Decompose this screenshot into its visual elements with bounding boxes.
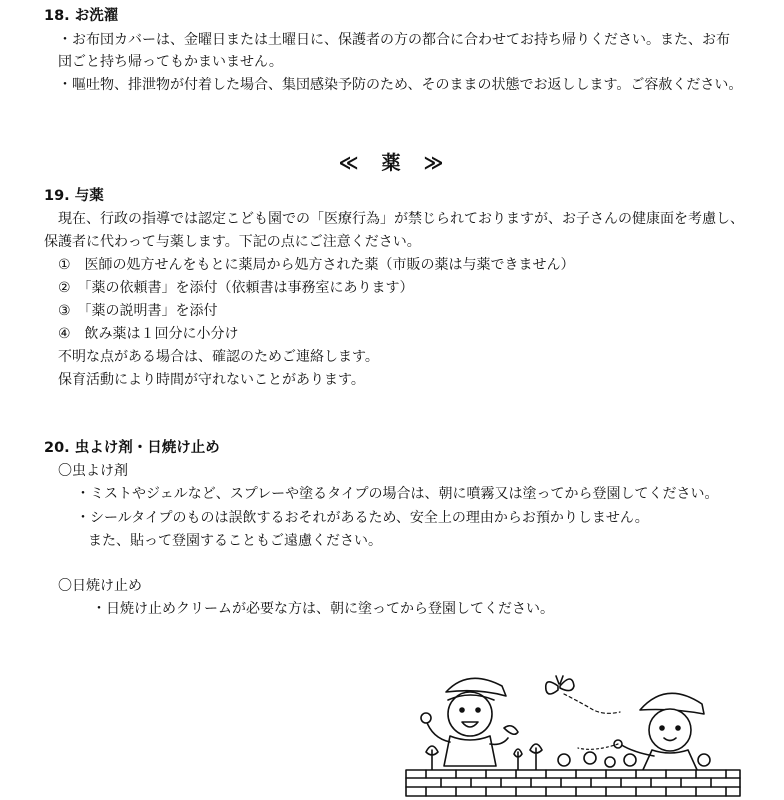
section-19-heading: 19. 与薬 (44, 188, 104, 204)
section-20-heading: 20. 虫よけ剤・日焼け止め (44, 440, 220, 456)
section-19-item-1: ① 医師の処方せんをもとに薬局から処方された薬（市販の薬は与薬できません） (58, 257, 575, 273)
section-19-item-3: ③ 「薬の説明書」を添付 (58, 303, 218, 319)
flower-bed-bricks (406, 770, 740, 796)
butterfly-icon (546, 676, 620, 713)
section-19-note-2: 保育活動により時間が守れないことがあります。 (58, 372, 365, 388)
insect-repellent-line-3: また、貼って登園することもご遠慮ください。 (88, 533, 382, 549)
sunscreen-subheading: 〇日焼け止め (58, 578, 142, 594)
section-18-line-3: ・嘔吐物、排泄物が付着した場合、集団感染予防のため、そのままの状態でお返しします。ご容赦ください。 (58, 77, 743, 93)
section-18-line-1: ・お布団カバーは、金曜日または土曜日に、保護者の方の都合に合わせてお持ち帰りください。また、お布 (58, 32, 730, 48)
insect-repellent-line-2: ・シールタイプのものは誤飲するおそれがあるため、安全上の理由からお預かりしません。 (76, 510, 649, 526)
section-18-heading: 18. お洗濯 (44, 8, 119, 24)
section-19-note-1: 不明な点がある場合は、確認のためご連絡します。 (58, 349, 379, 365)
sunscreen-line-1: ・日焼け止めクリームが必要な方は、朝に塗ってから登園してください。 (92, 601, 554, 617)
section-19-item-4: ④ 飲み薬は１回分に小分け (58, 326, 239, 342)
section-18-line-2: 団ごと持ち帰ってもかまいません。 (58, 54, 283, 70)
right-child-figure (578, 693, 704, 772)
insect-repellent-line-1: ・ミストやジェルなど、スプレーや塗るタイプの場合は、朝に噴霧又は塗ってから登園してください。 (76, 486, 719, 502)
children-gardening-illustration (404, 664, 744, 798)
section-19-line-2: 保護者に代わって与薬します。下記の点にご注意ください。 (44, 234, 421, 250)
medicine-section-title: ≪ 薬 ≫ (338, 152, 446, 174)
insect-repellent-subheading: 〇虫よけ剤 (58, 463, 128, 479)
section-19-item-2: ② 「薬の依頼書」を添付（依頼書は事務室にあります） (58, 280, 414, 296)
section-19-line-1: 現在、行政の指導では認定こども園での「医療行為」が禁じられておりますが、お子さんの健康面を考慮し、 (58, 211, 744, 227)
